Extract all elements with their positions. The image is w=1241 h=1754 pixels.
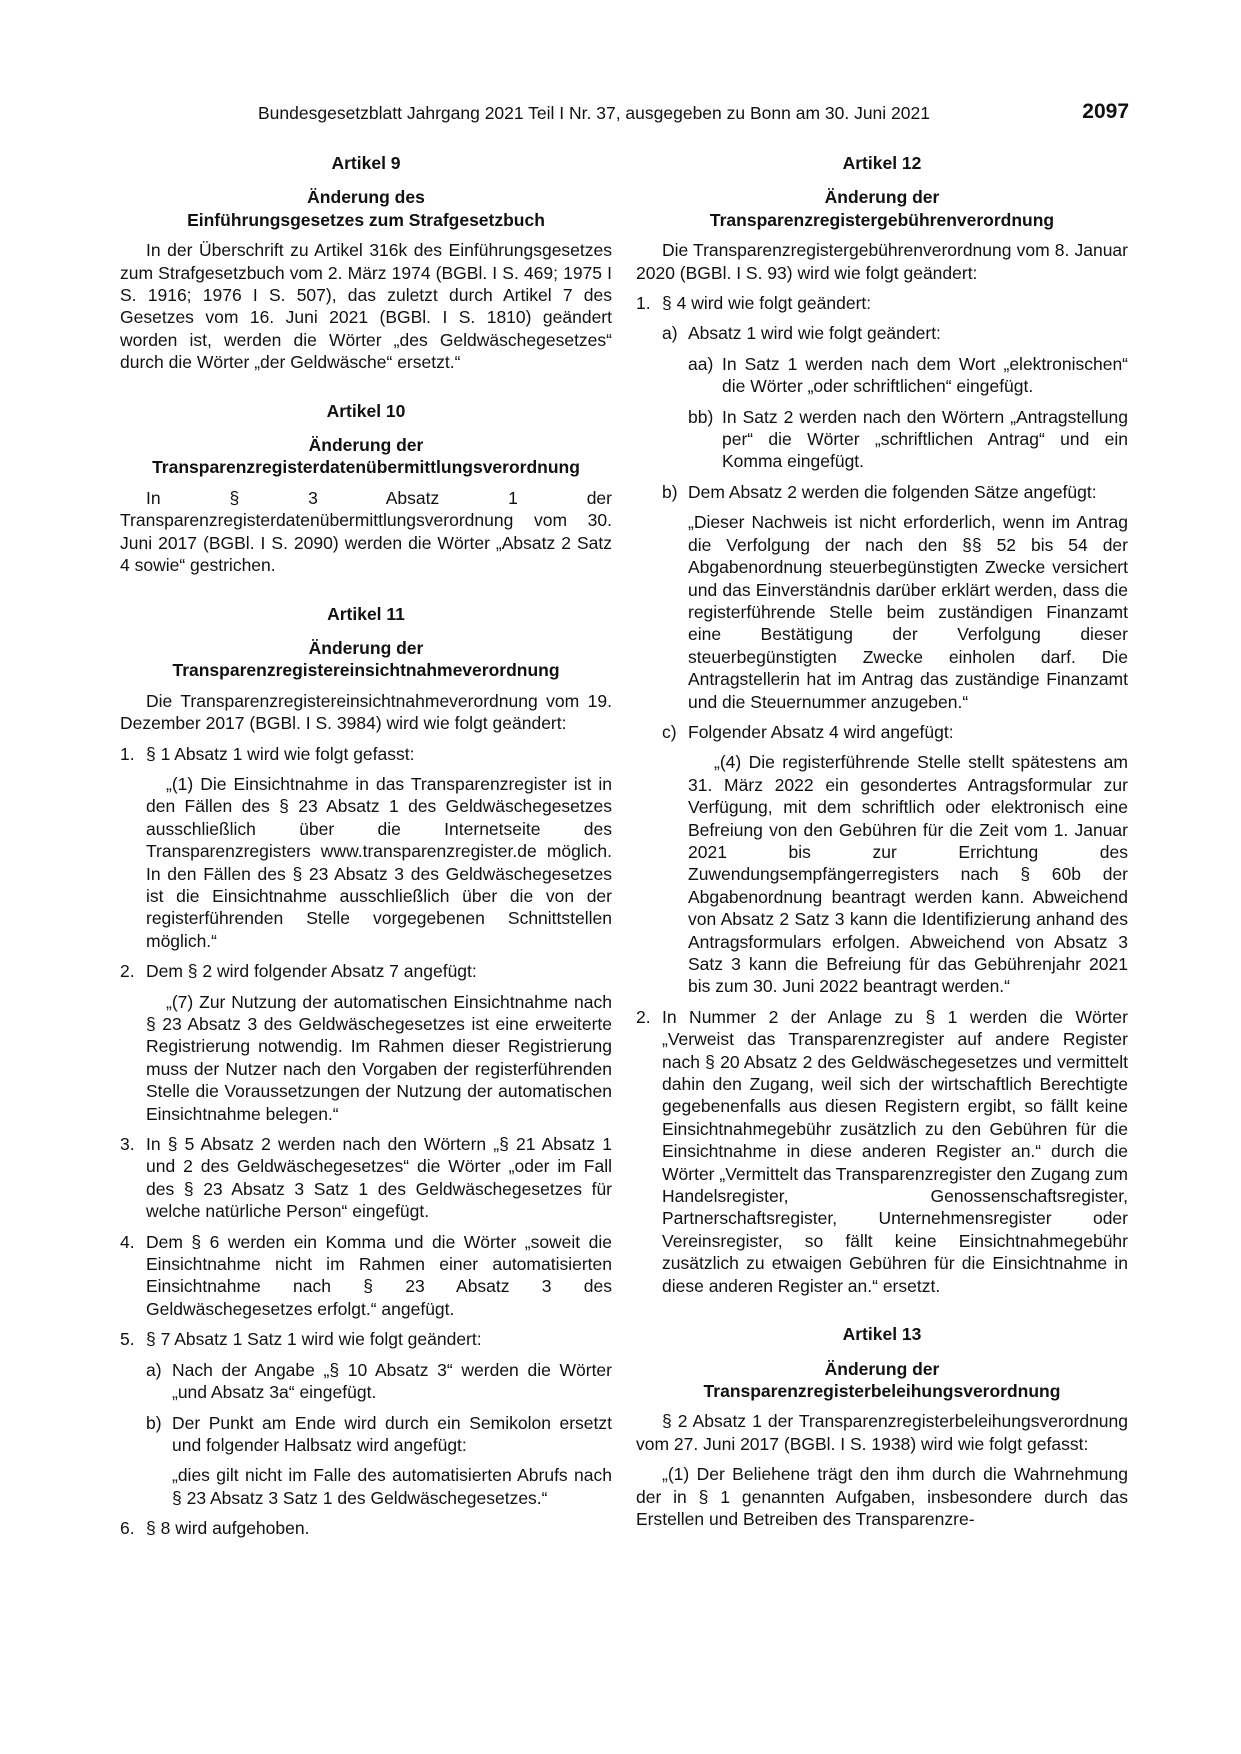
sub-sub-item bbox=[688, 406, 1128, 473]
article-title-line: Änderung des bbox=[307, 187, 425, 208]
item-text: Dem Absatz 2 werden die folgenden Sätze angefügt: bbox=[688, 481, 1097, 502]
quoted-text: „Dieser Nachweis ist nicht erforderlich, wenn im Antrag die Verfolgung der nach den §§ 52 bis 54 der Abgabenordnung steuerbegünstigten Zwecke versichert und das Einverständnis darüber erklärt werden, dass die registerführende Stelle beim zuständigen Finanzamt eine Bestätigung der Verfolgung dieser steuerbegünstigten Zwecke einholen darf. Die Antragstellerin hat im Antrag das zuständige Finanzamt und die Steuernummer anzugeben.“ bbox=[688, 512, 1128, 712]
paragraph: § 2 Absatz 1 der Transparenzregisterbeleihungsverordnung vom 27. Juni 2017 (BGBl. I S. 1938) wird wie folgt gefasst: bbox=[636, 1411, 1128, 1454]
paragraph: In der Überschrift zu Artikel 316k des Einführungsgesetzes zum Strafgesetzbuch vom 2. März 1974 (BGBl. I S. 469; 1975 I S. 1916; 1976 I S. 507), das zuletzt durch Artikel 7 des Gesetzes vom 16. Juni 2021 (BGBl. I S. 1810) geändert worden ist, werden die Wörter „des Geldwäschegesetzes“ durch die Wörter „der Geldwäsche“ ersetzt.“ bbox=[120, 240, 612, 373]
list-item bbox=[120, 960, 612, 982]
page-number: 2097 bbox=[1082, 100, 1129, 123]
list-item bbox=[636, 1006, 1128, 1297]
item-number: 1. bbox=[120, 743, 135, 764]
article-title-line: Transparenzregistergebührenverordnung bbox=[709, 209, 1055, 230]
list-item bbox=[636, 292, 1128, 314]
item-text: In § 5 Absatz 2 werden nach den Wörtern „§ 21 Absatz 1 und 2 des Geldwäschegesetzes“ die Wörter „oder im Fall des § 23 Absatz 3 Satz 1 des Geldwäschegesetzes für welche natürliche Person“ eingefügt. bbox=[146, 1134, 612, 1222]
page-header bbox=[120, 100, 1129, 128]
item-text: § 7 Absatz 1 Satz 1 wird wie folgt geändert: bbox=[146, 1329, 482, 1350]
item-number: 2. bbox=[120, 961, 135, 982]
item-text: In Nummer 2 der Anlage zu § 1 werden die Wörter „Verweist das Transparenzregister auf andere Register nach § 20 Absatz 2 des Geldwäschegesetzes und vermittelt dahin den Zugang, weil sich der wirtschaftlich Berechtigte gegebenenfalls aus diesen Registern ergibt, so fällt keine Einsichtnahmegebühr zusätzlich zu den Gebühren für die Einsichtnahme in diese anderen Register an.“ durch die Wörter „Vermittelt das Transparenzregister den Zugang zum Handelsregister, Genossenschaftsregister, Partnerschaftsregister, Unternehmensregister oder Vereinsregister, so fällt keine Einsichtnahmegebühr zusätzlich zu etwaigen Gebühren für die Einsichtnahme in diese anderen Register an.“ ersetzt. bbox=[662, 1006, 1128, 1296]
item-number: bb) bbox=[688, 406, 714, 427]
item-text: Nach der Angabe „§ 10 Absatz 3“ werden die Wörter „und Absatz 3a“ eingefügt. bbox=[172, 1359, 612, 1403]
item-number: aa) bbox=[688, 353, 714, 374]
artikel-13 bbox=[636, 1323, 1128, 1530]
artikel-9 bbox=[120, 152, 612, 374]
article-title-line: Änderung der bbox=[824, 1358, 940, 1379]
list-item bbox=[120, 1133, 612, 1223]
article-title-line: Änderung der bbox=[824, 187, 940, 208]
item-number: b) bbox=[662, 481, 678, 502]
quoted-text: „(7) Zur Nutzung der automatischen Einsichtnahme nach § 23 Absatz 3 des Geldwäschegesetzes ist eine erweiterte Registrierung notwendig. Im Rahmen dieser Registrierung muss der Nutzer nach den Vorgaben der registerführenden Stelle die Voraussetzungen der Nutzung der automatischen Einsichtnahme belegen.“ bbox=[146, 991, 612, 1124]
quoted-text: „(4) Die registerführende Stelle stellt spätestens am 31. März 2022 ein gesondertes Antragsformular zur Verfügung, mit dem schriftlich oder elektronisch eine Befreiung von den Gebühren für die Zeit vom 1. Januar 2021 bis zur Errichtung des Zuwendungsempfängerregisters nach § 60b der Abgabenordnung beantragt werden kann. Abweichend von Absatz 2 Satz 3 kann die Identifizierung anhand des Antragsformulars erfolgen. Abweichend von Absatz 3 Satz 3 kann die Befreiung für das Gebührenjahr 2021 bis zum 30. Juni 2022 beantragt werden.“ bbox=[688, 752, 1128, 997]
article-title bbox=[636, 1358, 1128, 1403]
item-number: 2. bbox=[636, 1006, 651, 1027]
left-column bbox=[120, 152, 612, 1548]
artikel-12 bbox=[636, 152, 1128, 1297]
article-title-line: Transparenzregisterdatenübermittlungsverordnung bbox=[152, 457, 580, 478]
sub-item bbox=[662, 721, 1128, 743]
artikel-10 bbox=[120, 400, 612, 577]
sub-item bbox=[146, 1359, 612, 1404]
item-number: 5. bbox=[120, 1329, 135, 1350]
list-item bbox=[120, 1328, 612, 1350]
list-item bbox=[120, 1231, 612, 1321]
quoted-text: „(1) Die Einsichtnahme in das Transparenzregister ist in den Fällen des § 23 Absatz 1 des Geldwäschegesetzes ausschließlich über die Internetseite des Transparenzregisters www.transparenzregister.de möglich. In den Fällen des § 23 Absatz 3 des Geldwäschegesetzes ist die Einsichtnahme ausschließlich über die von der registerführenden Stelle vorgegebenen Schnittstellen möglich.“ bbox=[146, 773, 612, 951]
article-heading: Artikel 11 bbox=[327, 603, 405, 624]
item-text: Dem § 2 wird folgender Absatz 7 angefügt: bbox=[146, 961, 477, 982]
item-number: a) bbox=[146, 1359, 162, 1380]
item-text: Der Punkt am Ende wird durch ein Semikolon ersetzt und folgender Halbsatz wird angefügt: bbox=[172, 1412, 612, 1455]
artikel-11 bbox=[120, 603, 612, 1540]
item-number: b) bbox=[146, 1412, 162, 1433]
article-title-line: Änderung der bbox=[308, 435, 424, 456]
article-title bbox=[120, 637, 612, 682]
article-heading: Artikel 12 bbox=[842, 153, 922, 173]
paragraph: „(1) Der Beliehene trägt den ihm durch die Wahrnehmung der in § 1 genannten Aufgaben, insbesondere durch das Erstellen und Betreiben des Transparenzre- bbox=[636, 1464, 1128, 1529]
quoted-text: „dies gilt nicht im Falle des automatisierten Abrufs nach § 23 Absatz 3 Satz 1 des Geldwäschegesetzes.“ bbox=[172, 1465, 612, 1508]
right-column bbox=[636, 152, 1128, 1538]
item-text: Folgender Absatz 4 wird angefügt: bbox=[688, 721, 954, 742]
article-title bbox=[120, 434, 612, 479]
item-text: Dem § 6 werden ein Komma und die Wörter „soweit die Einsichtnahme nicht im Rahmen einer automatisierten Einsichtnahme nach § 23 Absatz 3 des Geldwäschegesetzes erfolgt.“ angefügt. bbox=[146, 1231, 612, 1319]
article-title bbox=[120, 186, 612, 231]
sub-sub-item bbox=[688, 353, 1128, 398]
list-item bbox=[120, 743, 612, 765]
list-item bbox=[120, 1517, 612, 1539]
article-title-line: Transparenzregistereinsichtnahmeverordnung bbox=[172, 660, 560, 681]
article-heading: Artikel 9 bbox=[331, 153, 401, 173]
paragraph: In § 3 Absatz 1 der Transparenzregisterdatenübermittlungsverordnung vom 30. Juni 2017 (BGBl. I S. 2090) werden die Wörter „Absatz 2 Satz 4 sowie“ gestrichen. bbox=[120, 487, 612, 576]
article-title-line: Einführungsgesetzes zum Strafgesetzbuch bbox=[187, 209, 545, 230]
running-title: Bundesgesetzblatt Jahrgang 2021 Teil I Nr. 37, ausgegeben zu Bonn am 30. Juni 2021 bbox=[258, 103, 930, 123]
item-number: 6. bbox=[120, 1518, 135, 1539]
item-text: In Satz 1 werden nach dem Wort „elektronischen“ die Wörter „oder schriftlichen“ eingefügt. bbox=[722, 353, 1128, 397]
sub-item bbox=[662, 322, 1128, 344]
item-number: a) bbox=[662, 323, 678, 344]
sub-item bbox=[146, 1412, 612, 1457]
item-text: Absatz 1 wird wie folgt geändert: bbox=[688, 323, 941, 344]
item-number: 3. bbox=[120, 1134, 135, 1155]
paragraph: Die Transparenzregistergebührenverordnung vom 8. Januar 2020 (BGBl. I S. 93) wird wie folgt geändert: bbox=[636, 240, 1128, 283]
item-text: § 8 wird aufgehoben. bbox=[146, 1518, 310, 1539]
article-title-line: Änderung der bbox=[308, 637, 424, 658]
item-text: § 4 wird wie folgt geändert: bbox=[662, 293, 872, 314]
item-number: 4. bbox=[120, 1231, 135, 1252]
paragraph: Die Transparenzregistereinsichtnahmeverordnung vom 19. Dezember 2017 (BGBl. I S. 3984) wird wie folgt geändert: bbox=[120, 690, 612, 734]
article-heading: Artikel 13 bbox=[842, 1324, 922, 1345]
article-heading: Artikel 10 bbox=[326, 400, 406, 421]
item-text: § 1 Absatz 1 wird wie folgt gefasst: bbox=[146, 743, 415, 764]
sub-item bbox=[662, 481, 1128, 503]
item-text: In Satz 2 werden nach den Wörtern „Antragstellung per“ die Wörter „schriftlichen Antrag“ und ein Komma eingefügt. bbox=[722, 406, 1128, 472]
article-title-line: Transparenzregisterbeleihungsverordnung bbox=[703, 1380, 1061, 1401]
article-title bbox=[636, 186, 1128, 231]
item-number: c) bbox=[662, 721, 677, 742]
item-number: 1. bbox=[636, 293, 651, 314]
